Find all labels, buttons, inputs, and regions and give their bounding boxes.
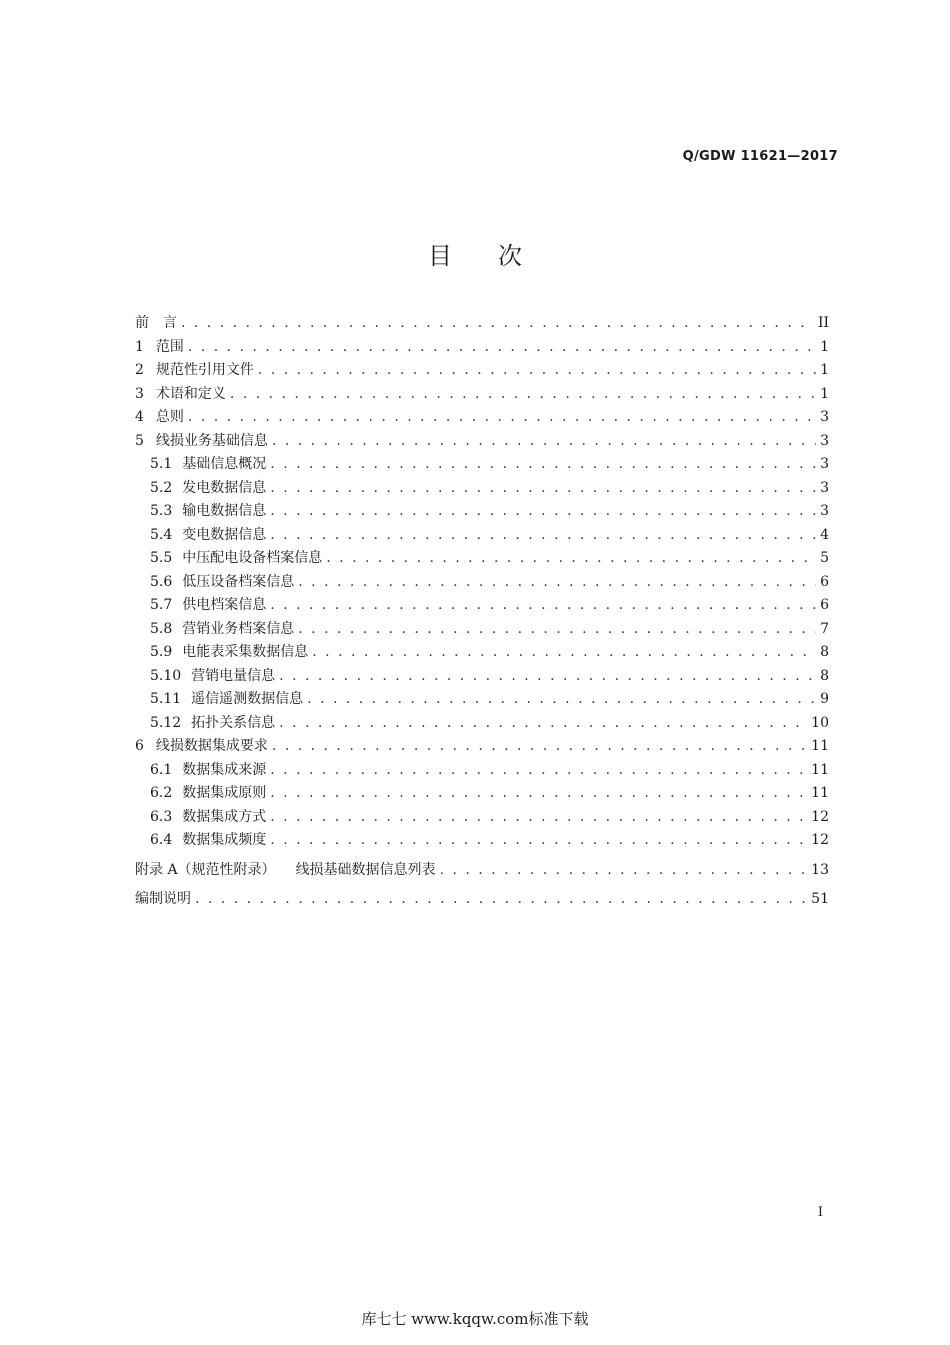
toc-entry[interactable] [135,383,829,407]
toc-entry-page: 7 [820,620,829,637]
toc-entry-number: 6.3 [150,808,173,825]
toc-entry[interactable] [135,735,829,759]
toc-entry-number: 5.4 [150,526,173,543]
toc-leader-dots [270,782,807,806]
toc-entry-page: 13 [811,861,829,878]
toc-entry-page: 3 [820,456,829,472]
table-of-contents [135,312,829,912]
toc-entry-label: 数据集成来源 [182,761,267,778]
toc-entry-label: 供电档案信息 [182,597,267,613]
toc-leader-dots [272,430,816,454]
toc-entry-page: 11 [811,738,829,754]
toc-entry-label: 范围 [155,338,184,355]
toc-entry[interactable] [135,806,829,830]
toc-entry[interactable] [135,453,829,477]
toc-entry-page: 6 [820,597,829,613]
toc-entry-page: 6 [820,573,829,590]
toc-leader-dots [326,547,816,571]
toc-entry-page: 12 [811,832,829,848]
toc-entry[interactable] [135,759,829,783]
toc-entry[interactable] [135,641,829,665]
toc-entry-label: 规范性引用文件 [155,362,254,378]
toc-entry[interactable] [135,594,829,618]
toc-entry-number: 3 [135,385,144,402]
toc-entry-number: 6.4 [150,832,173,848]
toc-entry-page: 5 [820,550,829,566]
toc-entry-page: 51 [811,891,829,907]
toc-entry-number: 5.12 [150,714,182,731]
toc-entry[interactable] [135,665,829,689]
toc-entry-number: 4 [135,409,144,425]
toc-entry[interactable] [135,430,829,454]
toc-leader-dots [270,806,807,830]
toc-leader-dots [195,888,807,912]
toc-entry-page: 3 [820,503,829,519]
toc-entry-number: 编制说明 [135,891,191,907]
toc-entry-page: 3 [820,432,829,449]
toc-entry[interactable] [135,359,829,383]
toc-entry-label: 线损业务基础信息 [155,432,268,449]
toc-entry-page: 3 [820,479,829,496]
toc-entry-number: 5.1 [150,456,173,472]
toc-leader-dots [272,735,807,759]
toc-entry-label: 中压配电设备档案信息 [182,550,323,566]
toc-entry-number: 5.8 [150,620,173,637]
toc-leader-dots [298,618,816,642]
toc-leader-dots [188,406,816,430]
toc-entry-page: 1 [820,362,829,378]
toc-leader-dots [230,383,816,407]
toc-entry-page: 1 [820,338,829,355]
toc-entry-number: 5.2 [150,479,173,496]
toc-entry-label: 总则 [155,409,184,425]
toc-entry[interactable] [135,688,829,712]
toc-leader-dots [270,453,816,477]
toc-entry-page: 11 [811,761,829,778]
toc-entry-page: 12 [811,808,829,825]
page-title [0,236,950,271]
toc-entry-number: 6.1 [150,761,173,778]
toc-entry[interactable] [135,547,829,571]
toc-entry-number: 2 [135,362,144,378]
toc-entry[interactable] [135,888,829,912]
toc-entry-page: 11 [811,785,829,801]
toc-leader-dots [440,859,808,883]
toc-entry-number: 6.2 [150,785,173,801]
toc-entry-label: 拓扑关系信息 [191,714,276,731]
toc-leader-dots [188,336,816,360]
toc-entry[interactable] [135,336,829,360]
toc-entry-label: 营销电量信息 [191,667,276,684]
toc-entry-label: 变电数据信息 [182,526,267,543]
toc-entry-label: 数据集成方式 [182,808,267,825]
toc-entry-number: 5.10 [150,667,182,684]
toc-entry-label: 发电数据信息 [182,479,267,496]
toc-entry-page: 8 [820,667,829,684]
toc-leader-dots [270,477,816,501]
toc-leader-dots [270,500,816,524]
toc-entry-number: 1 [135,338,144,355]
toc-leader-dots [181,312,814,336]
toc-entry-label: 术语和定义 [155,385,226,402]
toc-entry-number: 5.11 [150,691,182,707]
title-char-1: 目 [428,242,452,270]
toc-entry[interactable] [135,477,829,501]
document-code: Q/GDW 11621—2017 [682,149,838,164]
toc-leader-dots [279,712,807,736]
toc-entry-page: 9 [820,691,829,707]
toc-entry-label: 线损基础数据信息列表 [295,861,436,878]
toc-entry-page: 8 [820,644,829,660]
toc-entry-label: 遥信遥测数据信息 [191,691,304,707]
toc-entry[interactable] [135,859,829,883]
toc-entry[interactable] [135,618,829,642]
toc-entry-number: 5.9 [150,644,173,660]
toc-entry[interactable] [135,312,829,336]
toc-entry-page: II [817,315,829,331]
toc-entry-label: 输电数据信息 [182,503,267,519]
toc-entry-number: 5.6 [150,573,173,590]
page-number: I [817,1205,823,1220]
toc-entry-page: 10 [811,714,829,731]
toc-leader-dots [298,571,816,595]
toc-leader-dots [312,641,816,665]
toc-leader-dots [307,688,816,712]
toc-entry-number: 6 [135,738,144,754]
toc-entry-label: 低压设备档案信息 [182,573,295,590]
toc-leader-dots [270,524,816,548]
toc-entry-label: 数据集成原则 [182,785,267,801]
toc-entry[interactable] [135,571,829,595]
toc-leader-dots [279,665,816,689]
toc-entry-page: 3 [820,409,829,425]
toc-entry-number: 5.3 [150,503,173,519]
toc-entry-label: 基础信息概况 [182,456,267,472]
toc-entry[interactable] [135,406,829,430]
toc-entry-number: 附录 A（规范性附录） [135,861,276,878]
toc-entry[interactable] [135,712,829,736]
toc-entry[interactable] [135,782,829,806]
footer-watermark: 库七七 www.kqqw.com标准下载 [361,1310,589,1328]
toc-leader-dots [270,829,807,853]
toc-entry-label: 线损数据集成要求 [155,738,268,754]
toc-entry-number: 5.7 [150,597,173,613]
toc-leader-dots [270,759,807,783]
toc-entry[interactable] [135,524,829,548]
toc-leader-dots [270,594,816,618]
toc-entry-number: 5 [135,432,144,449]
toc-entry[interactable] [135,500,829,524]
toc-entry-number: 5.5 [150,550,173,566]
toc-entry-label: 数据集成频度 [182,832,267,848]
toc-entry-page: 4 [820,526,829,543]
toc-entry[interactable] [135,829,829,853]
toc-entry-number: 前 言 [135,315,177,331]
title-char-2: 次 [498,242,522,270]
toc-entry-label: 营销业务档案信息 [182,620,295,637]
toc-entry-page: 1 [820,385,829,402]
toc-entry-label: 电能表采集数据信息 [182,644,309,660]
toc-leader-dots [258,359,816,383]
